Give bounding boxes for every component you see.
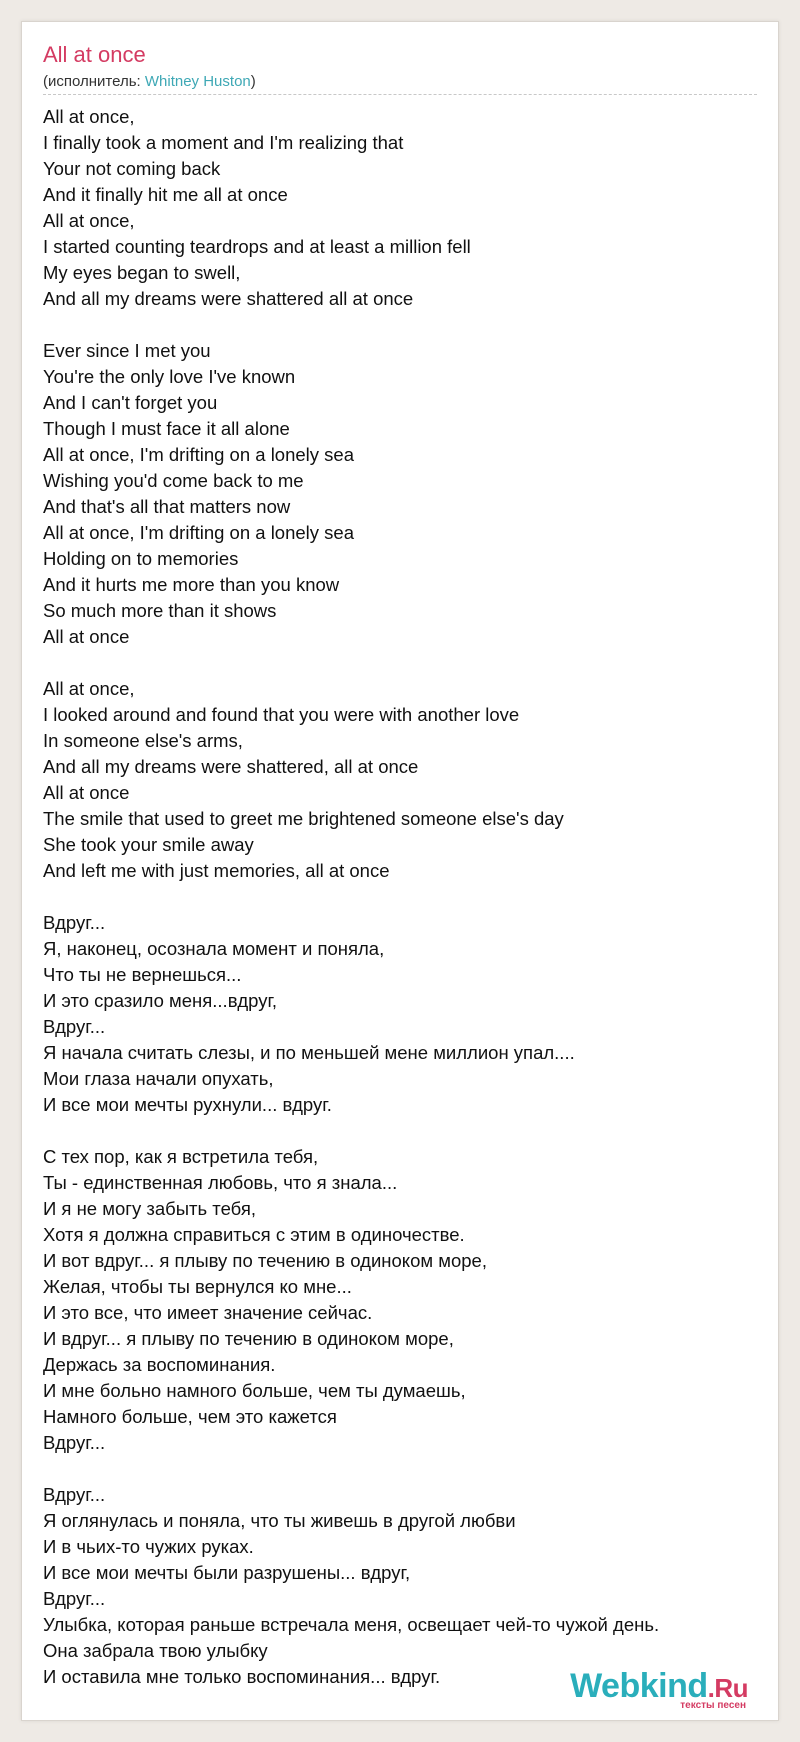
lyric-line: И все мои мечты рухнули... вдруг. xyxy=(43,1094,332,1115)
lyric-line: Holding on to memories xyxy=(43,548,239,569)
lyric-line: Ever since I met you xyxy=(43,340,211,361)
lyric-line: All at once, I'm drifting on a lonely sea xyxy=(43,444,355,465)
lyric-line: And all my dreams were shattered all at once xyxy=(43,288,414,309)
lyric-line: Вдруг... xyxy=(43,1484,106,1505)
lyric-line: Я оглянулась и поняла, что ты живешь в другой любви xyxy=(43,1510,516,1531)
artist-link[interactable]: Whitney Huston xyxy=(144,73,251,90)
song-title: All at once xyxy=(43,42,146,67)
lyric-line: Желая, чтобы ты вернулся ко мне... xyxy=(43,1276,352,1297)
stanza-gap xyxy=(43,1118,759,1144)
lyric-line: And it finally hit me all at once xyxy=(43,184,288,205)
lyric-line: И в чьих-то чужих руках. xyxy=(43,1536,254,1557)
lyric-line: Вдруг... xyxy=(43,1588,106,1609)
lyric-line: You're the only love I've known xyxy=(43,366,296,387)
title-divider xyxy=(43,94,757,95)
lyric-line: И я не могу забыть тебя, xyxy=(43,1198,256,1219)
lyric-line: И вот вдруг... я плыву по течению в одиноком море, xyxy=(43,1250,487,1271)
lyric-line: Your not coming back xyxy=(43,158,221,179)
lyric-line: All at once xyxy=(43,782,130,803)
stanza-gap xyxy=(43,884,759,910)
lyric-line: Она забрала твою улыбку xyxy=(43,1640,268,1661)
lyric-line: Though I must face it all alone xyxy=(43,418,290,439)
stanza-gap xyxy=(43,650,759,676)
lyric-line: Wishing you'd come back to me xyxy=(43,470,304,491)
lyric-line: The smile that used to greet me brightened someone else's day xyxy=(43,808,564,829)
lyric-line: И оставила мне только воспоминания... вдруг. xyxy=(43,1666,441,1687)
logo-tld: .Ru xyxy=(707,1673,748,1703)
lyrics-card xyxy=(21,21,779,1721)
lyric-line: I started counting teardrops and at least a million fell xyxy=(43,236,471,257)
logo-name: Webkind xyxy=(570,1667,708,1705)
lyric-line: All at once, I'm drifting on a lonely sea xyxy=(43,522,355,543)
logo-tagline: тексты песен xyxy=(680,1700,746,1711)
lyrics-text xyxy=(43,104,759,1690)
lyric-line: And all my dreams were shattered, all at once xyxy=(43,756,419,777)
lyric-line: I finally took a moment and I'm realizing that xyxy=(43,132,404,153)
lyric-line: Ты - единственная любовь, что я знала... xyxy=(43,1172,398,1193)
lyric-line: И это сразило меня...вдруг, xyxy=(43,990,278,1011)
lyric-line: Что ты не вернешься... xyxy=(43,964,242,985)
lyric-line: Держась за воспоминания. xyxy=(43,1354,276,1375)
lyric-line: And left me with just memories, all at once xyxy=(43,860,390,881)
lyric-line: All at once, xyxy=(43,210,135,231)
artist-suffix: ) xyxy=(250,73,256,90)
lyric-line: Улыбка, которая раньше встречала меня, освещает чей-то чужой день. xyxy=(43,1614,660,1635)
lyric-line: И мне больно намного больше, чем ты думаешь, xyxy=(43,1380,466,1401)
lyric-line: All at once xyxy=(43,626,130,647)
lyric-line: И все мои мечты были разрушены... вдруг, xyxy=(43,1562,411,1583)
lyric-line: С тех пор, как я встретила тебя, xyxy=(43,1146,319,1167)
lyric-line: И это все, что имеет значение сейчас. xyxy=(43,1302,373,1323)
stanza-gap xyxy=(43,1456,759,1482)
artist-prefix: (исполнитель: xyxy=(43,73,145,90)
lyric-line: Хотя я должна справиться с этим в одиночестве. xyxy=(43,1224,465,1245)
lyric-line: Я, наконец, осознала момент и поняла, xyxy=(43,938,385,959)
lyric-line: Вдруг... xyxy=(43,1016,106,1037)
artist-line xyxy=(43,73,256,91)
lyric-line: And I can't forget you xyxy=(43,392,218,413)
lyric-line: And it hurts me more than you know xyxy=(43,574,340,595)
lyric-line: Вдруг... xyxy=(43,1432,106,1453)
lyric-line: And that's all that matters now xyxy=(43,496,291,517)
lyric-line: Намного больше, чем это кажется xyxy=(43,1406,337,1427)
lyric-line: So much more than it shows xyxy=(43,600,277,621)
lyric-line: My eyes began to swell, xyxy=(43,262,241,283)
lyric-line: И вдруг... я плыву по течению в одиноком море, xyxy=(43,1328,454,1349)
site-logo[interactable] xyxy=(570,1667,748,1711)
lyric-line: She took your smile away xyxy=(43,834,254,855)
stanza-gap xyxy=(43,312,759,338)
lyric-line: All at once, xyxy=(43,678,135,699)
lyric-line: All at once, xyxy=(43,106,135,127)
lyric-line: Мои глаза начали опухать, xyxy=(43,1068,274,1089)
lyric-line: Я начала считать слезы, и по меньшей мене миллион упал.... xyxy=(43,1042,575,1063)
lyric-line: Вдруг... xyxy=(43,912,106,933)
lyric-line: I looked around and found that you were with another love xyxy=(43,704,520,725)
lyric-line: In someone else's arms, xyxy=(43,730,243,751)
